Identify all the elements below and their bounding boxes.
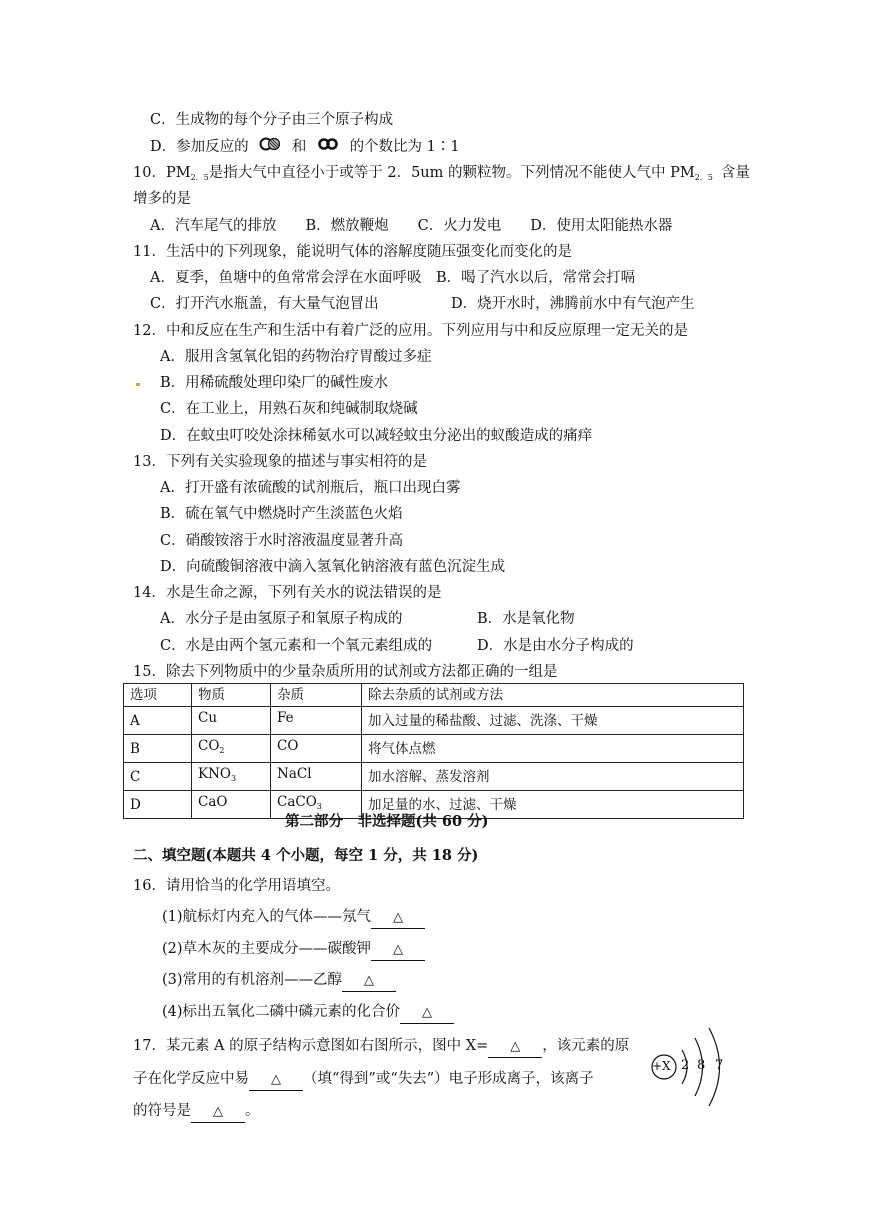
impurity-cell (271, 763, 362, 791)
q9-option-c: C．生成物的每个分子由三个原子构成 (150, 112, 394, 128)
q10-options: A．汽车尾气的排放 B．燃放鞭炮 C．火力发电 D．使用太阳能热水器 (150, 218, 673, 234)
q16-item-text: (1)航标灯内充入的气体——氖气 (162, 909, 372, 925)
q15-table (123, 683, 744, 819)
q10-stem-line2: 增多的是 (133, 191, 191, 207)
diatomic-molecule-icon (317, 137, 339, 157)
formula: KNO (198, 766, 231, 782)
method-cell: 将气体点燃 (362, 735, 744, 763)
formula: Cu (198, 710, 218, 726)
q16-item-text: (2)草木灰的主要成分——碳酸钾 (162, 941, 372, 957)
atomic-structure-diagram (648, 1024, 738, 1110)
q17-text: 。 (245, 1103, 260, 1119)
q13-stem: 13．下列有关实验现象的描述与事实相符的是 (133, 454, 427, 470)
q11-options-ab: A．夏季，鱼塘中的鱼常常会浮在水面呼吸 B．喝了汽水以后，常常会打嗝 (150, 270, 636, 286)
section-heading: 二、填空题(本题共 4 个小题，每空 1 分，共 18 分) (133, 847, 479, 864)
q9-d-mid: 和 (291, 139, 307, 155)
formula: Fe (277, 710, 294, 726)
substance-cell (192, 735, 271, 763)
q14-option-c: C．水是由两个氢元素和一个氧元素组成的 (160, 638, 433, 654)
table-header-row (124, 684, 744, 707)
shell-electron-count: 8 (697, 1058, 706, 1073)
q9-option-d (150, 137, 460, 157)
answer-blank[interactable]: △ (371, 940, 425, 961)
q16-item-4 (162, 1002, 454, 1024)
q12-option-a: A．服用含氢氧化铝的药物治疗胃酸过多症 (160, 349, 432, 365)
impurity-cell (271, 707, 362, 735)
q14-option-a: A．水分子是由氢原子和氧原子构成的 (160, 611, 403, 627)
option-cell: D (124, 791, 192, 819)
q14-stem: 14．水是生命之源，下列有关水的说法错误的是 (133, 585, 442, 601)
option-cell: B (124, 735, 192, 763)
substance-cell (192, 707, 271, 735)
q13-option-a: A．打开盛有浓硫酸的试剂瓶后，瓶口出现白雾 (160, 480, 461, 496)
q12-option-b: B．用稀硫酸处理印染厂的碱性废水 (160, 375, 389, 391)
q10-text-c: 含量 (720, 165, 750, 181)
answer-blank[interactable]: △ (371, 908, 425, 929)
q13-option-d: D．向硫酸铜溶液中滴入氢氧化钠溶液有蓝色沉淀生成 (160, 559, 506, 575)
q17-text: （填“得到”或“失去”）电子形成离子，该离子 (303, 1071, 594, 1087)
q17-text: 的符号是 (133, 1103, 191, 1119)
formula-subscript: 3 (230, 774, 237, 783)
q9-d-prefix: D．参加反应的 (150, 139, 249, 155)
q10-text-a: 10．PM (133, 165, 191, 181)
stray-mark (136, 383, 140, 386)
table-header-cell: 杂质 (271, 684, 362, 707)
formula: CaCO (277, 794, 317, 810)
method-cell: 加入过量的稀盐酸、过滤、洗涤、干燥 (362, 707, 744, 735)
q12-option-d: D．在蚊虫叮咬处涂抹稀氨水可以减轻蚊虫分泌出的蚁酸造成的痛痒 (160, 428, 593, 444)
q17-text: ，该元素的原 (542, 1038, 630, 1054)
q16-item-1 (162, 907, 425, 929)
impurity-cell (271, 735, 362, 763)
formula: CO (198, 738, 220, 754)
q11-stem: 11．生活中的下列现象，能说明气体的溶解度随压强变化而变化的是 (133, 244, 572, 260)
q17-text: 子在化学反应中易 (133, 1071, 249, 1087)
substance-cell (192, 763, 271, 791)
q17-line-1 (133, 1036, 629, 1058)
shell-electron-count: 7 (715, 1058, 724, 1073)
formula: CaO (198, 794, 228, 810)
q13-option-b: B．硫在氧气中燃烧时产生淡蓝色火焰 (160, 506, 403, 522)
q13-option-c: C．硝酸铵溶于水时溶液温度显著升高 (160, 533, 404, 549)
answer-blank[interactable]: △ (400, 1003, 454, 1024)
q16-item-text: (3)常用的有机溶剂——乙醇 (162, 972, 343, 988)
table-row (124, 707, 744, 735)
table-header-cell: 选项 (124, 684, 192, 707)
q11-option-d: D．烧开水时，沸腾前水中有气泡产生 (451, 296, 695, 312)
answer-blank[interactable]: △ (342, 971, 396, 992)
q17-text: 17．某元素 A 的原子结构示意图如右图所示，图中 X= (133, 1038, 489, 1054)
table-header-cell: 物质 (192, 684, 271, 707)
formula: NaCl (277, 766, 312, 782)
option-cell: A (124, 707, 192, 735)
q10-subscript-2: 2．5 (694, 173, 713, 182)
q16-item-2 (162, 939, 425, 961)
substance-cell (192, 791, 271, 819)
q10-text-b: 是指大气中直径小于或等于 2．5um 的颗粒物。下列情况不能使人气中 PM (208, 165, 695, 181)
q16-item-3 (162, 970, 396, 992)
formula-subscript: 3 (316, 802, 322, 811)
table-row (124, 763, 744, 791)
q16-stem: 16．请用恰当的化学用语填空。 (133, 878, 340, 894)
q14-option-d: D．水是由水分子构成的 (477, 638, 634, 654)
method-cell: 加足量的水、过滤、干燥 (362, 791, 744, 819)
q10-stem (133, 163, 750, 188)
q16-item-text: (4)标出五氧化二磷中磷元素的化合价 (162, 1004, 401, 1020)
q15-stem: 15．除去下列物质中的少量杂质所用的试剂或方法都正确的一组是 (133, 664, 558, 680)
q10-subscript-1: 2．5 (190, 173, 209, 182)
q12-stem: 12．中和反应在生产和生活中有着广泛的应用。下列应用与中和反应原理一定无关的是 (133, 323, 688, 339)
q17-line-2 (133, 1069, 594, 1091)
answer-blank[interactable]: △ (488, 1037, 542, 1058)
answer-blank[interactable]: △ (191, 1102, 245, 1123)
table-row (124, 735, 744, 763)
q12-option-c: C．在工业上，用熟石灰和纯碱制取烧碱 (160, 401, 418, 417)
q14-option-b: B．水是氧化物 (477, 611, 575, 627)
q9-d-suffix: 的个数比为 1∶1 (349, 139, 460, 155)
q11-option-c: C．打开汽水瓶盖，有大量气泡冒出 (150, 296, 379, 312)
formula-subscript: 2 (219, 746, 225, 755)
table-header-cell: 除去杂质的试剂或方法 (362, 684, 744, 707)
q17-line-3 (133, 1101, 260, 1123)
answer-blank[interactable]: △ (249, 1070, 303, 1091)
method-cell: 加水溶解、蒸发溶剂 (362, 763, 744, 791)
mixed-molecule-icon (259, 137, 281, 157)
part2-title: 第二部分 非选择题(共 60 分) (285, 813, 489, 830)
nucleus-label: +X (652, 1059, 671, 1073)
option-cell: C (124, 763, 192, 791)
formula: CO (277, 738, 299, 754)
shell-electron-count: 2 (681, 1058, 690, 1073)
